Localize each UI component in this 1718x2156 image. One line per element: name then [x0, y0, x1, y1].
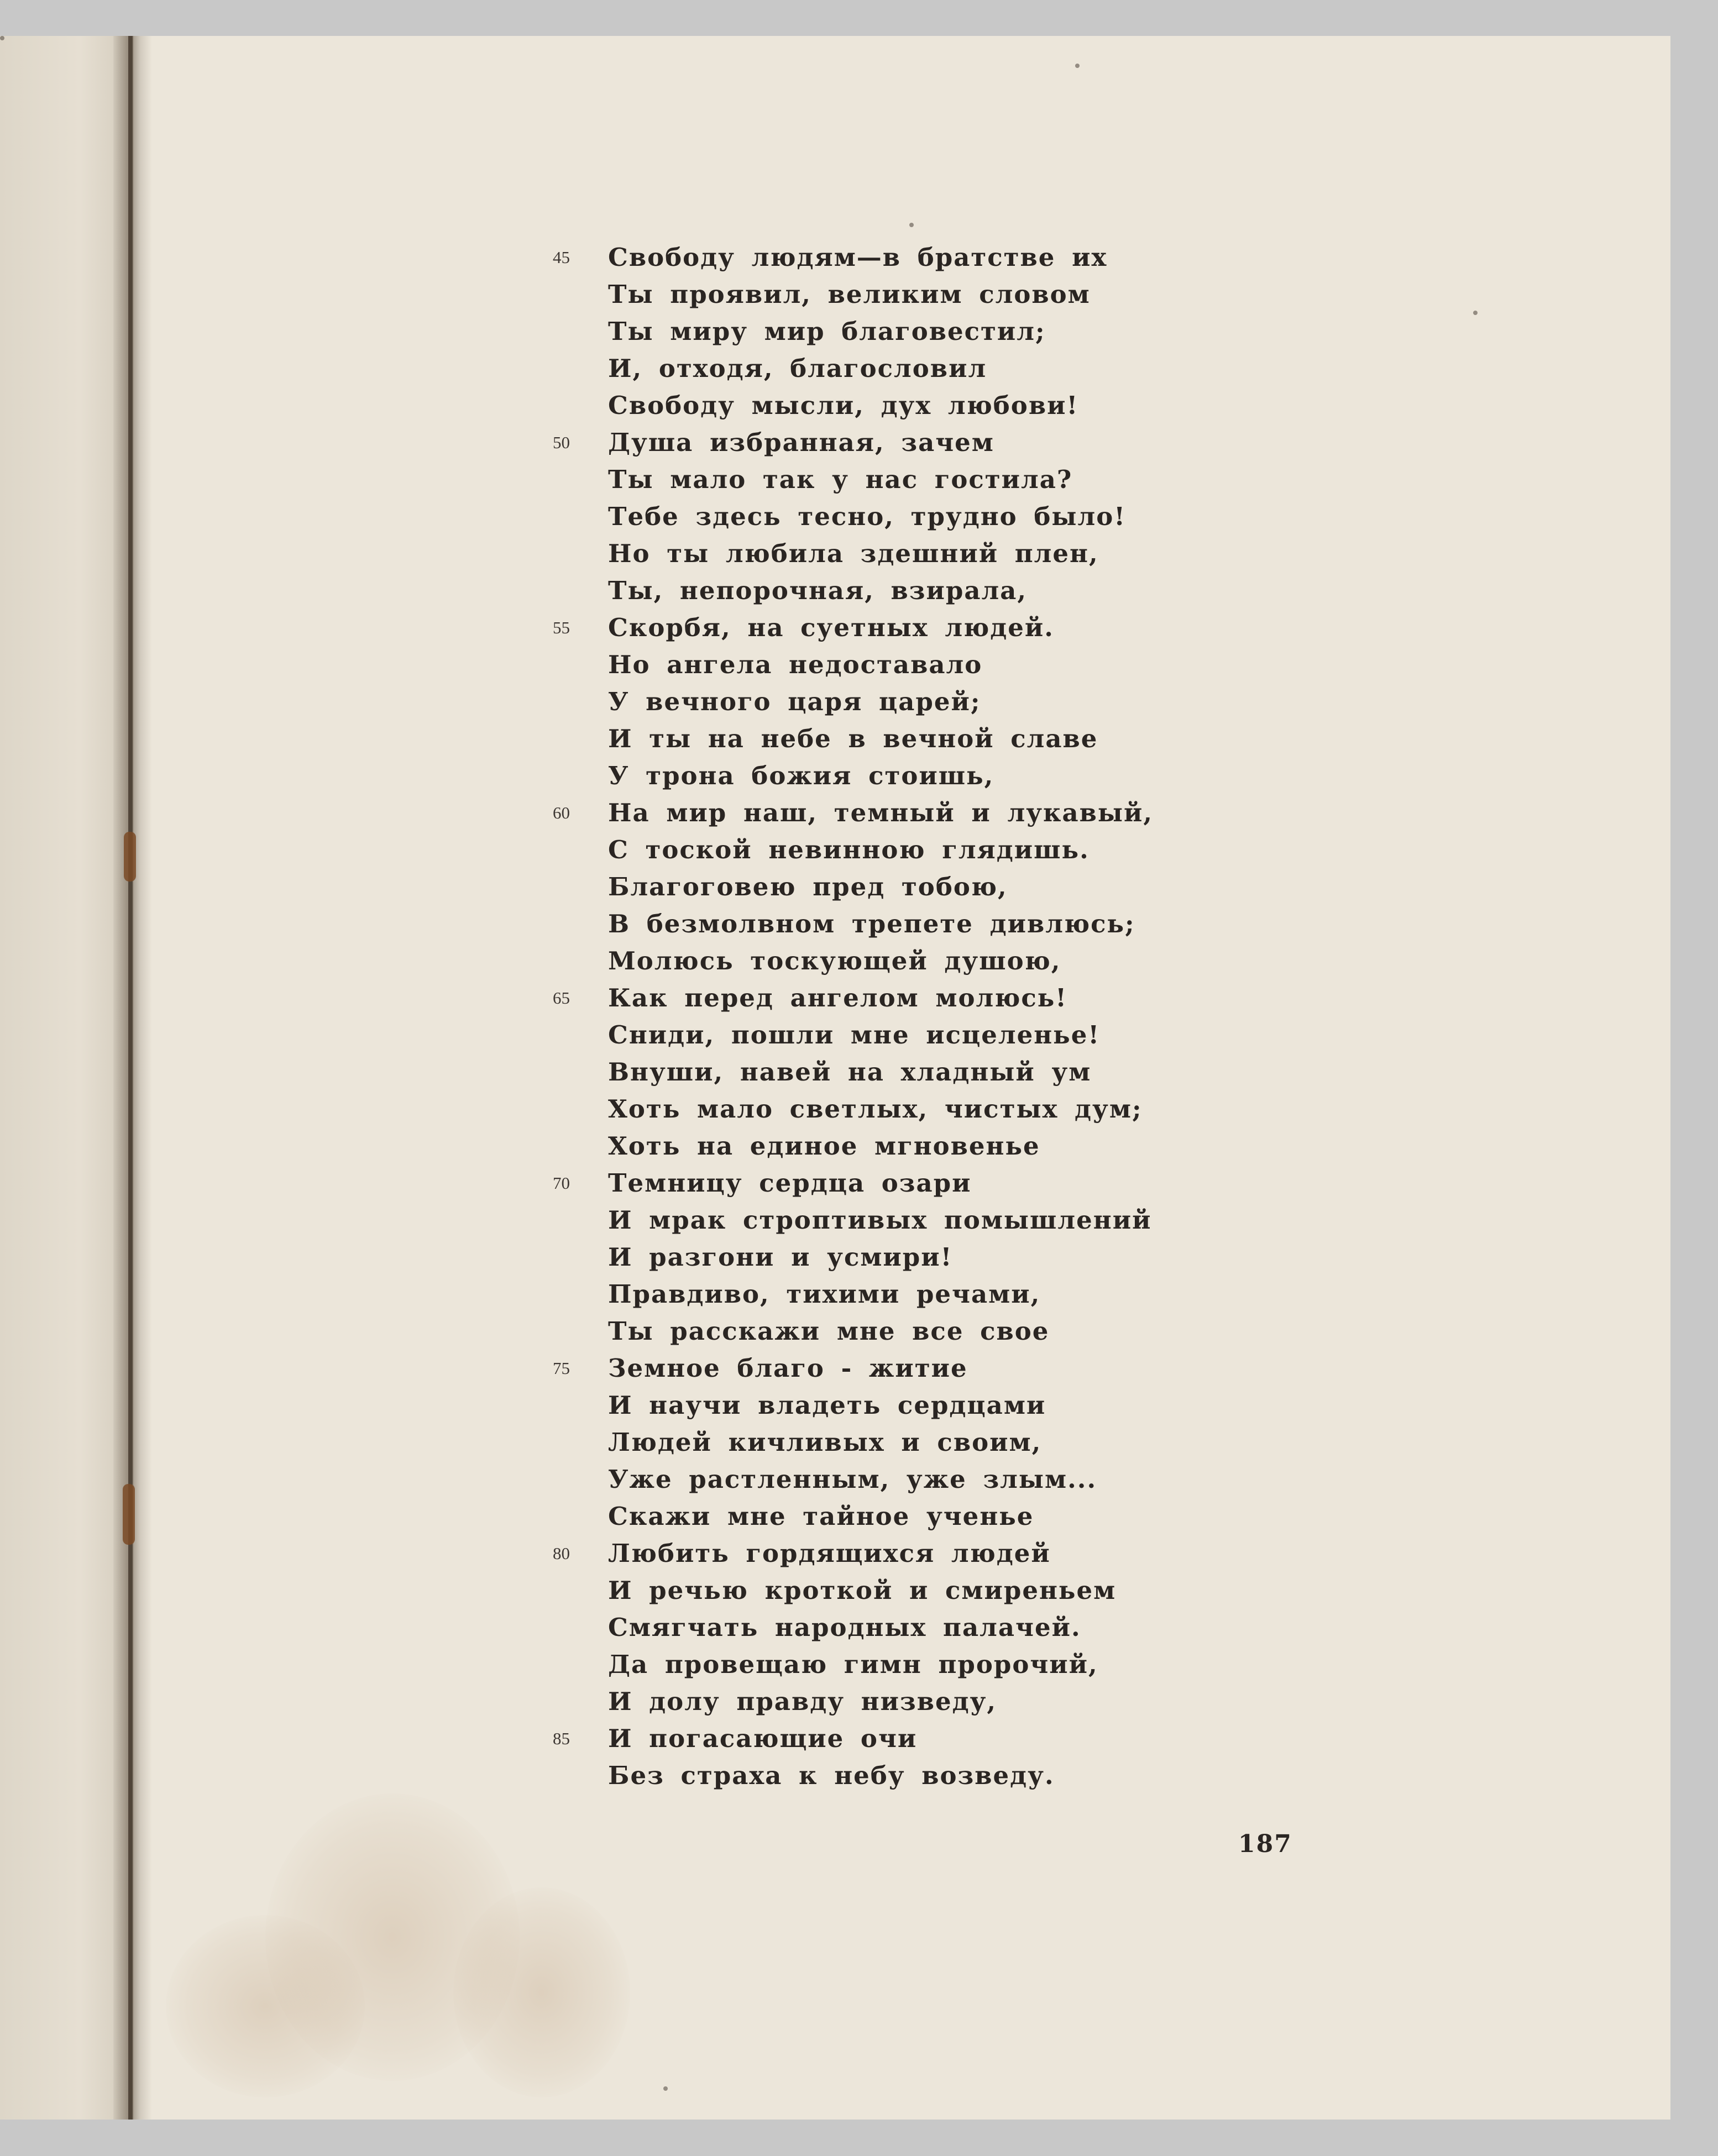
verse-line [542, 646, 1150, 683]
verse-text: У вечного царя царей; [608, 687, 981, 716]
verse-text: Уже растленным, уже злым... [608, 1465, 1097, 1494]
line-number: 55 [553, 618, 570, 637]
verse-text: Но ты любила здешний плен, [608, 539, 1099, 568]
verse-text: Ты проявил, великим словом [608, 280, 1091, 309]
verse-line [542, 1090, 1150, 1127]
rust-mark [123, 1484, 135, 1545]
paper-speck [663, 2086, 668, 2091]
verse-text: Скорбя, на суетных людей. [608, 613, 1054, 642]
verse-text: Тебе здесь тесно, трудно было! [608, 502, 1126, 531]
verse-line [542, 1387, 1150, 1424]
verse-line [542, 979, 1150, 1016]
verse-text: С тоской невинною глядишь. [608, 835, 1090, 864]
verse-text: Смягчать народных палачей. [608, 1613, 1081, 1642]
verse-line [542, 1350, 1150, 1387]
verse-line [542, 683, 1150, 720]
line-number: 45 [553, 248, 570, 267]
verse-line [542, 831, 1150, 868]
line-number: 65 [553, 988, 570, 1008]
verse-line [542, 1313, 1150, 1350]
verse-line [542, 1276, 1150, 1313]
verse-line [542, 313, 1150, 350]
verse-line [542, 1535, 1150, 1572]
verse-text: И научи владеть сердцами [608, 1391, 1046, 1420]
verse-text: У трона божия стоишь, [608, 761, 994, 790]
verse-line [542, 1164, 1150, 1202]
book-page [0, 36, 1670, 2120]
verse-line [542, 868, 1150, 905]
line-number: 60 [553, 803, 570, 822]
verse-text: Хоть мало светлых, чистых дум; [608, 1094, 1143, 1124]
verse-text: Свободу людям—в братстве их [608, 243, 1108, 272]
paper-speck [909, 223, 914, 227]
verse-text: Людей кичливых и своим, [608, 1428, 1042, 1457]
verse-text: Скажи мне тайное ученье [608, 1502, 1034, 1531]
verse-line [542, 535, 1150, 572]
verse-line [542, 1461, 1150, 1498]
verse-text: Без страха к небу возведу. [608, 1761, 1055, 1790]
verse-line [542, 239, 1150, 276]
verse-text: На мир наш, темный и лукавый, [608, 798, 1154, 827]
verse-line [542, 424, 1150, 461]
paper-speck [0, 36, 4, 40]
verse-text: Сниди, пошли мне исцеленье! [608, 1020, 1101, 1050]
verse-text: Ты миру мир благовестил; [608, 317, 1046, 346]
verse-text: Ты мало так у нас гостила? [608, 465, 1073, 494]
verse-line [542, 757, 1150, 794]
verse-line [542, 461, 1150, 498]
verse-text: И мрак строптивых помышлений [608, 1205, 1152, 1235]
verse-line [542, 498, 1150, 535]
verse-line [542, 1720, 1150, 1757]
poem-text-block [542, 239, 1154, 1794]
verse-text: Правдиво, тихими речами, [608, 1279, 1041, 1309]
verse-line [542, 387, 1150, 424]
line-number: 85 [553, 1729, 570, 1748]
paper-speck [1473, 311, 1478, 315]
verse-line [542, 1202, 1150, 1239]
verse-line [542, 794, 1154, 831]
verse-text: Темницу сердца озари [608, 1168, 972, 1198]
verse-line [542, 1609, 1150, 1646]
verse-line [542, 1646, 1150, 1683]
line-number: 50 [553, 433, 570, 452]
verse-text: Молюсь тоскующей душою, [608, 946, 1061, 975]
page-number: 187 [1238, 1830, 1292, 1858]
verse-text: Благоговею пред тобою, [608, 872, 1008, 901]
verse-line [542, 1498, 1150, 1535]
verse-text: И погасающие очи [608, 1724, 918, 1753]
verse-text: Хоть на единое мгновенье [608, 1131, 1040, 1161]
verse-text: Внуши, навей на хладный ум [608, 1057, 1092, 1087]
verse-line [542, 1757, 1150, 1794]
verse-text: Свободу мысли, дух любови! [608, 391, 1079, 420]
verse-line [542, 350, 1150, 387]
binding-edge [128, 36, 133, 2120]
verse-text: И, отходя, благословил [608, 354, 987, 383]
verse-line [542, 609, 1150, 646]
verse-line [542, 1424, 1150, 1461]
age-stain [166, 1915, 365, 2097]
verse-text: Ты, непорочная, взирала, [608, 576, 1028, 605]
line-number: 75 [553, 1358, 570, 1378]
verse-line [542, 276, 1150, 313]
verse-text: И речью кроткой и смиреньем [608, 1576, 1117, 1605]
line-number: 80 [553, 1544, 570, 1563]
verse-line [542, 1683, 1150, 1720]
verse-line [542, 1572, 1150, 1609]
verse-line [542, 905, 1150, 942]
verse-text: Любить гордящихся людей [608, 1539, 1051, 1568]
paper-speck [1075, 64, 1080, 68]
gutter-shadow [113, 36, 152, 2120]
age-stain [453, 1887, 630, 2097]
verse-text: Да провещаю гимн пророчий, [608, 1650, 1098, 1679]
verse-line [542, 1127, 1150, 1164]
verse-line [542, 942, 1150, 979]
line-number: 70 [553, 1173, 570, 1193]
verse-text: Как перед ангелом молюсь! [608, 983, 1068, 1013]
verse-text: Но ангела недоставало [608, 650, 983, 679]
verse-line [542, 1016, 1150, 1053]
verse-text: Ты расскажи мне все свое [608, 1316, 1050, 1346]
verse-line [542, 1053, 1150, 1090]
verse-text: И долу правду низведу, [608, 1687, 997, 1716]
verse-text: И разгони и усмири! [608, 1242, 953, 1272]
verse-text: Земное благо - житие [608, 1354, 968, 1383]
verse-text: Душа избранная, зачем [608, 428, 994, 457]
verse-text: И ты на небе в вечной славе [608, 724, 1098, 753]
verse-line [542, 572, 1150, 609]
verse-text: В безмолвном трепете дивлюсь; [608, 909, 1135, 938]
verse-line [542, 720, 1150, 757]
verse-line [542, 1239, 1150, 1276]
rust-mark [124, 832, 136, 882]
